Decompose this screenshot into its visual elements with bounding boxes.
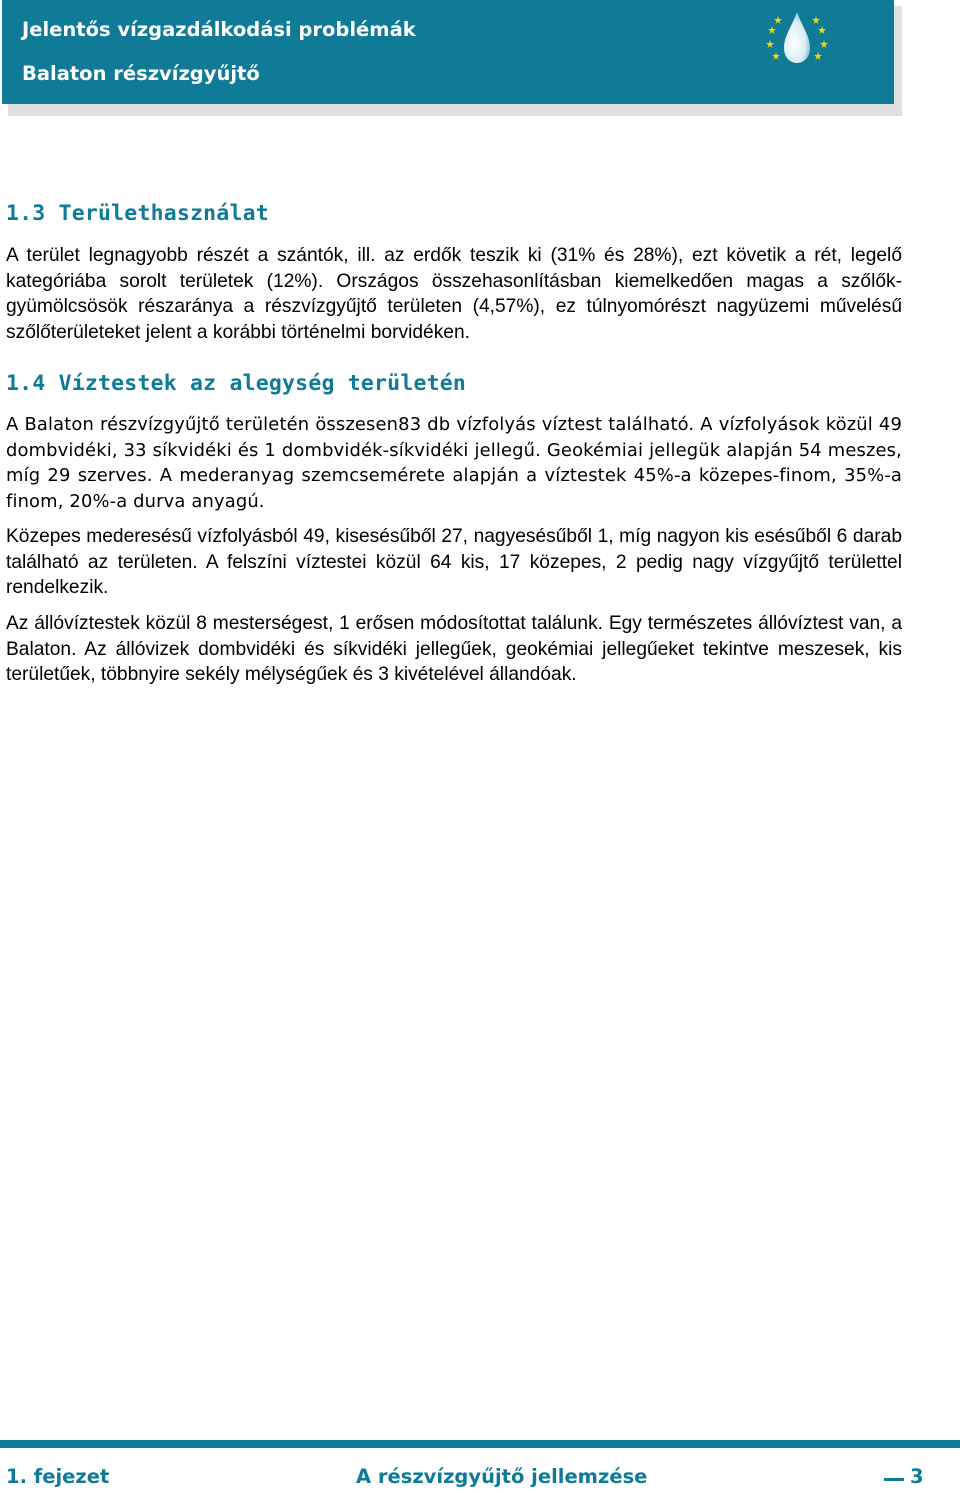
- footer-chapter-title: A részvízgyűjtő jellemzése: [356, 1465, 648, 1488]
- footer-dash: [884, 1478, 904, 1481]
- section-heading-water-bodies: 1.4 Víztestek az alegység területén: [6, 371, 467, 396]
- paragraph-water-bodies-1: A Balaton részvízgyűjtő területén összesen83 db vízfolyás víztest található. A vízfolyások közül 49 dombvidéki, 33 síkvidéki és 1 dombvidék-síkvidéki jellegű. Geokémiai jellegük alapján 54 meszes, míg 29 szerves. A mederanyag szemcsemérete alapján a víztestek 45%-a közepes-finom, 35%-a finom, 20%-a durva anyagú.: [6, 414, 902, 512]
- header-subtitle: Balaton részvízgyűjtő: [22, 62, 260, 85]
- section-heading-land-use: 1.3 Területhasználat: [6, 201, 269, 226]
- footer-page-number: 3: [910, 1465, 924, 1488]
- footer-divider: [0, 1440, 960, 1448]
- paragraph-water-bodies-2: Közepes mederesésű vízfolyásból 49, kisesésűből 27, nagyesésűből 1, míg nagyon kis esésűből 6 darab található az területen. A felszíni víztestei közül 64 kis, 17 közepes, 2 pedig nagy vízgyűjtő területtel rendelkezik.: [6, 526, 902, 598]
- paragraph-land-use: A terület legnagyobb részét a szántók, ill. az erdők teszik ki (31% és 28%), ezt követik a rét, legelő kategóriába sorolt területek (12%). Országos összehasonlításban kiemelkedően magas a szőlők-gyümölcsösök részaránya a részvízgyűjtő területen (4,57%), ez túlnyomórészt nagyüzemi művelésű szőlőterületeket jelent a korábbi történelmi borvidéken.: [6, 245, 902, 343]
- eu-water-drop-logo-icon: [762, 8, 832, 68]
- page-header: [2, 0, 894, 104]
- header-title: Jelentős vízgazdálkodási problémák: [22, 18, 416, 41]
- footer-chapter: 1. fejezet: [6, 1465, 110, 1488]
- paragraph-water-bodies-3: Az állóvíztestek közül 8 mesterségest, 1 erősen módosítottat találunk. Egy természetes állóvíztest van, a Balaton. Az állóvizek dombvidéki és síkvidéki jellegűek, geokémiai jellegűeket tekintve meszesek, kis területűek, többnyire sekély mélységűek és 3 kivételével állandóak.: [6, 613, 902, 685]
